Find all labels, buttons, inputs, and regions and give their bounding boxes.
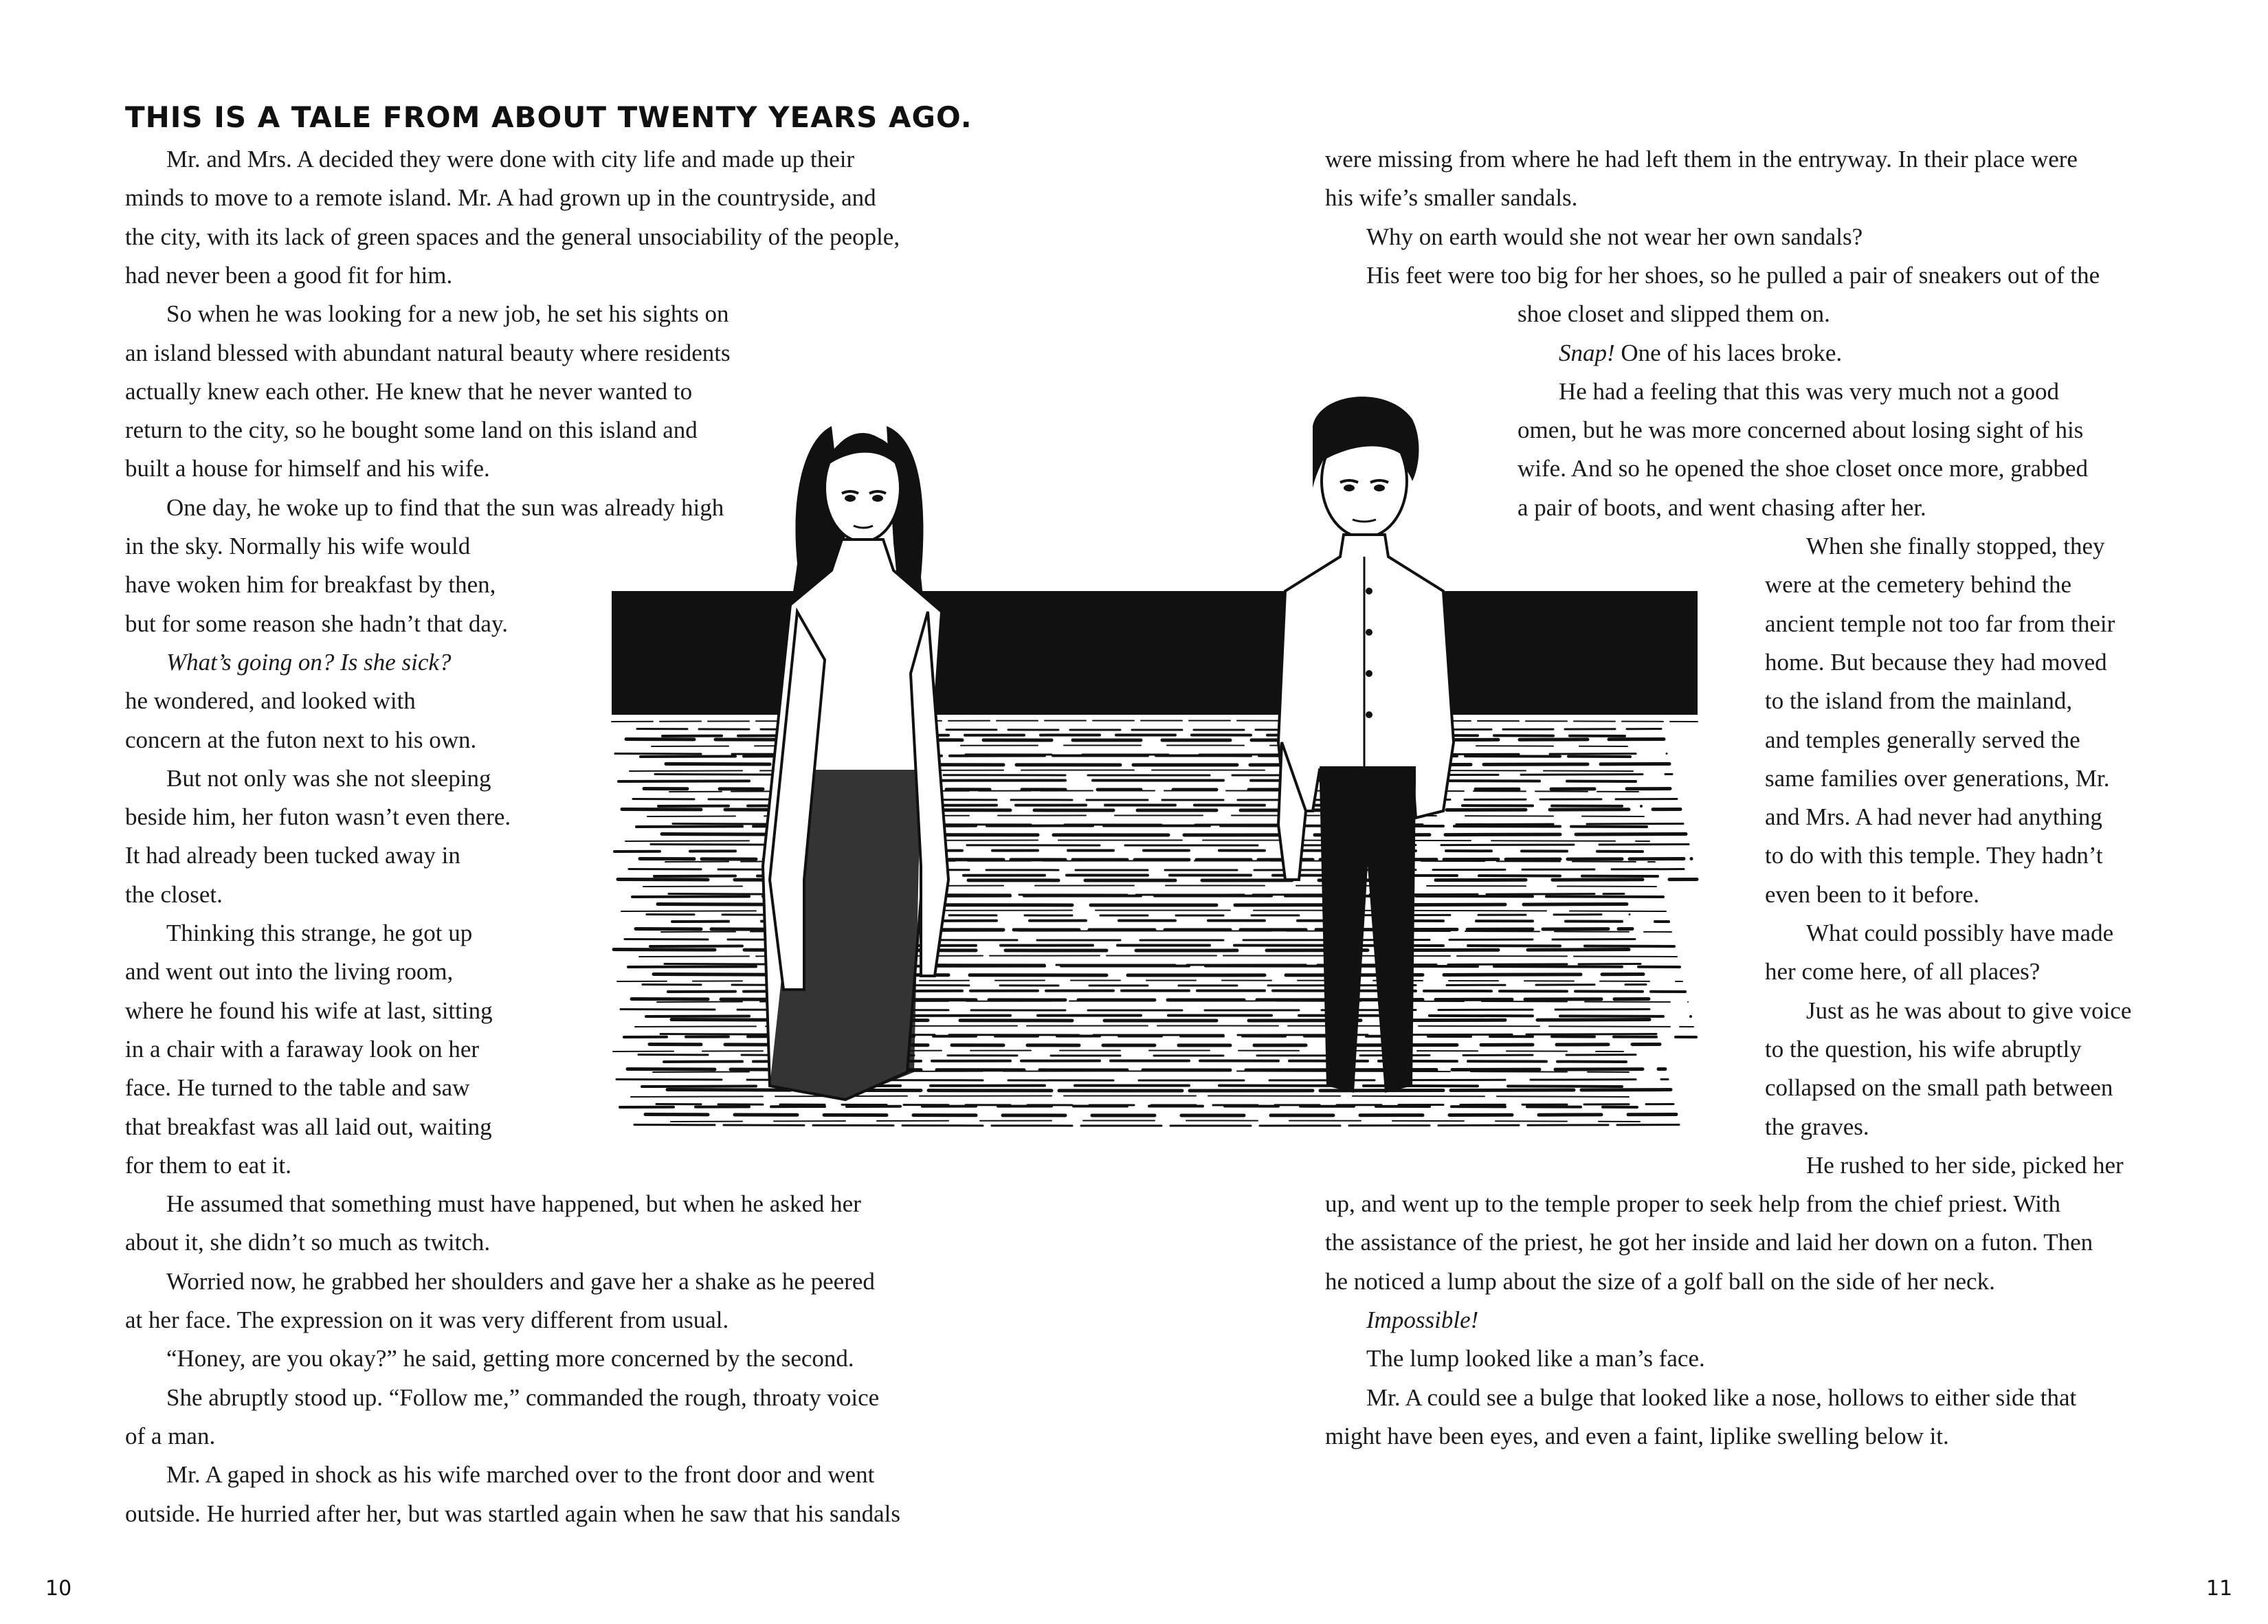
chapter-heading: THIS IS A TALE FROM ABOUT TWENTY YEARS AGO. (125, 100, 972, 134)
text-line: His feet were too big for her shoes, so he pulled a pair of sneakers out of the (1366, 261, 2100, 289)
text-line: same families over generations, Mr. (1765, 764, 2110, 792)
text-line: the closet. (125, 880, 223, 908)
text-line: the assistance of the priest, he got her inside and laid her down on a futon. Then (1325, 1229, 2093, 1256)
text-line: One day, he woke up to find that the sun was already high (166, 493, 724, 521)
text-line: minds to move to a remote island. Mr. A had grown up in the countryside, and (125, 184, 876, 212)
text-line: a pair of boots, and went chasing after her. (1517, 493, 1926, 521)
text-line: built a house for himself and his wife. (125, 455, 490, 482)
text-line: The lump looked like a man’s face. (1366, 1345, 1705, 1372)
text-line: about it, she didn’t so much as twitch. (125, 1229, 491, 1256)
text-line: Mr. A gaped in shock as his wife marched over to the front door and went (166, 1461, 875, 1489)
text-line: to do with this temple. They hadn’t (1765, 842, 2103, 869)
text-line-rest: One of his laces broke. (1614, 339, 1843, 366)
text-line: he noticed a lump about the size of a golf ball on the side of her neck. (1325, 1267, 1995, 1295)
text-line: omen, but he was more concerned about losing sight of his (1517, 416, 2084, 444)
text-line: he wondered, and looked with (125, 687, 416, 715)
text-line: Worried now, he grabbed her shoulders and gave her a shake as he peered (166, 1267, 875, 1295)
text-line: So when he was looking for a new job, he set his sights on (166, 300, 729, 328)
text-line: home. But because they had moved (1765, 648, 2107, 676)
emphasis: Snap! (1559, 339, 1615, 366)
text-line: He had a feeling that this was very much not a good (1559, 377, 2059, 405)
text-line: “Honey, are you okay?” he said, getting more concerned by the second. (166, 1345, 854, 1372)
text-line (1559, 334, 1842, 372)
text-line: might have been eyes, and even a faint, liplike swelling below it. (1325, 1422, 1949, 1449)
text-line: concern at the futon next to his own. (125, 726, 477, 753)
text-line: his wife’s smaller sandals. (1325, 184, 1578, 212)
text-line: were at the cemetery behind the (1765, 571, 2072, 599)
text-line: He rushed to her side, picked her (1806, 1151, 2124, 1179)
text-line: What could possibly have made (1806, 920, 2114, 946)
text-line: have woken him for breakfast by then, (125, 571, 496, 599)
text-line: Mr. and Mrs. A decided they were done with city life and made up their (166, 146, 855, 173)
text-line: She abruptly stood up. “Follow me,” commanded the rough, throaty voice (166, 1383, 880, 1411)
text-line: to the island from the mainland, (1765, 687, 2073, 715)
text-line: ancient temple not too far from their (1765, 610, 2115, 637)
text-line: actually knew each other. He knew that he never wanted to (125, 377, 693, 405)
text-line: in the sky. Normally his wife would (125, 533, 471, 559)
text-line: where he found his wife at last, sitting (125, 997, 493, 1024)
text-line: her come here, of all places? (1765, 958, 2041, 986)
page-number-left: 10 (45, 1577, 72, 1601)
text-line: but for some reason she hadn’t that day. (125, 610, 508, 637)
text-line: the graves. (1765, 1113, 1869, 1140)
text-line: outside. He hurried after her, but was startled again when he saw that his sandals (125, 1500, 900, 1527)
text-line: up, and went up to the temple proper to seek help from the chief priest. With (1325, 1190, 2061, 1218)
text-line: and went out into the living room, (125, 958, 454, 986)
text-line: return to the city, so he bought some land on this island and (125, 416, 698, 444)
text-line: of a man. (125, 1422, 216, 1449)
text-line: an island blessed with abundant natural beauty where residents (125, 339, 731, 366)
text-line: for them to eat it. (125, 1151, 292, 1179)
text-line: and temples generally served the (1765, 726, 2080, 753)
text-line: that breakfast was all laid out, waiting (125, 1113, 492, 1140)
text-line: had never been a good fit for him. (125, 261, 453, 289)
illustration (598, 385, 1711, 1175)
text-line: Thinking this strange, he got up (166, 920, 473, 946)
text-line: face. He turned to the table and saw (125, 1074, 470, 1102)
text-line: But not only was she not sleeping (166, 764, 491, 792)
text-line: and Mrs. A had never had anything (1765, 803, 2102, 831)
text-line: to the question, his wife abruptly (1765, 1035, 2082, 1063)
text-line: even been to it before. (1765, 880, 1979, 908)
text-line: beside him, her futon wasn’t even there. (125, 803, 511, 831)
text-line: in a chair with a faraway look on her (125, 1035, 480, 1063)
text-line: collapsed on the small path between (1765, 1074, 2113, 1102)
text-line: at her face. The expression on it was very different from usual. (125, 1306, 729, 1333)
text-line: the city, with its lack of green spaces and the general unsociability of the people, (125, 223, 900, 250)
text-line: What’s going on? Is she sick? (166, 648, 452, 676)
text-line: Impossible! (1366, 1306, 1479, 1333)
text-line: Just as he was about to give voice (1806, 997, 2132, 1024)
text-line: shoe closet and slipped them on. (1517, 300, 1830, 328)
text-line: He assumed that something must have happened, but when he asked her (166, 1190, 861, 1218)
text-line: When she finally stopped, they (1806, 533, 2105, 559)
text-line: It had already been tucked away in (125, 842, 460, 869)
text-line: wife. And so he opened the shoe closet once more, grabbed (1517, 455, 2089, 482)
page-number-right: 11 (2206, 1577, 2233, 1601)
text-line: Mr. A could see a bulge that looked like a nose, hollows to either side that (1366, 1383, 2077, 1411)
text-line: Why on earth would she not wear her own sandals? (1366, 223, 1863, 250)
text-line: were missing from where he had left them in the entryway. In their place were (1325, 146, 2078, 173)
